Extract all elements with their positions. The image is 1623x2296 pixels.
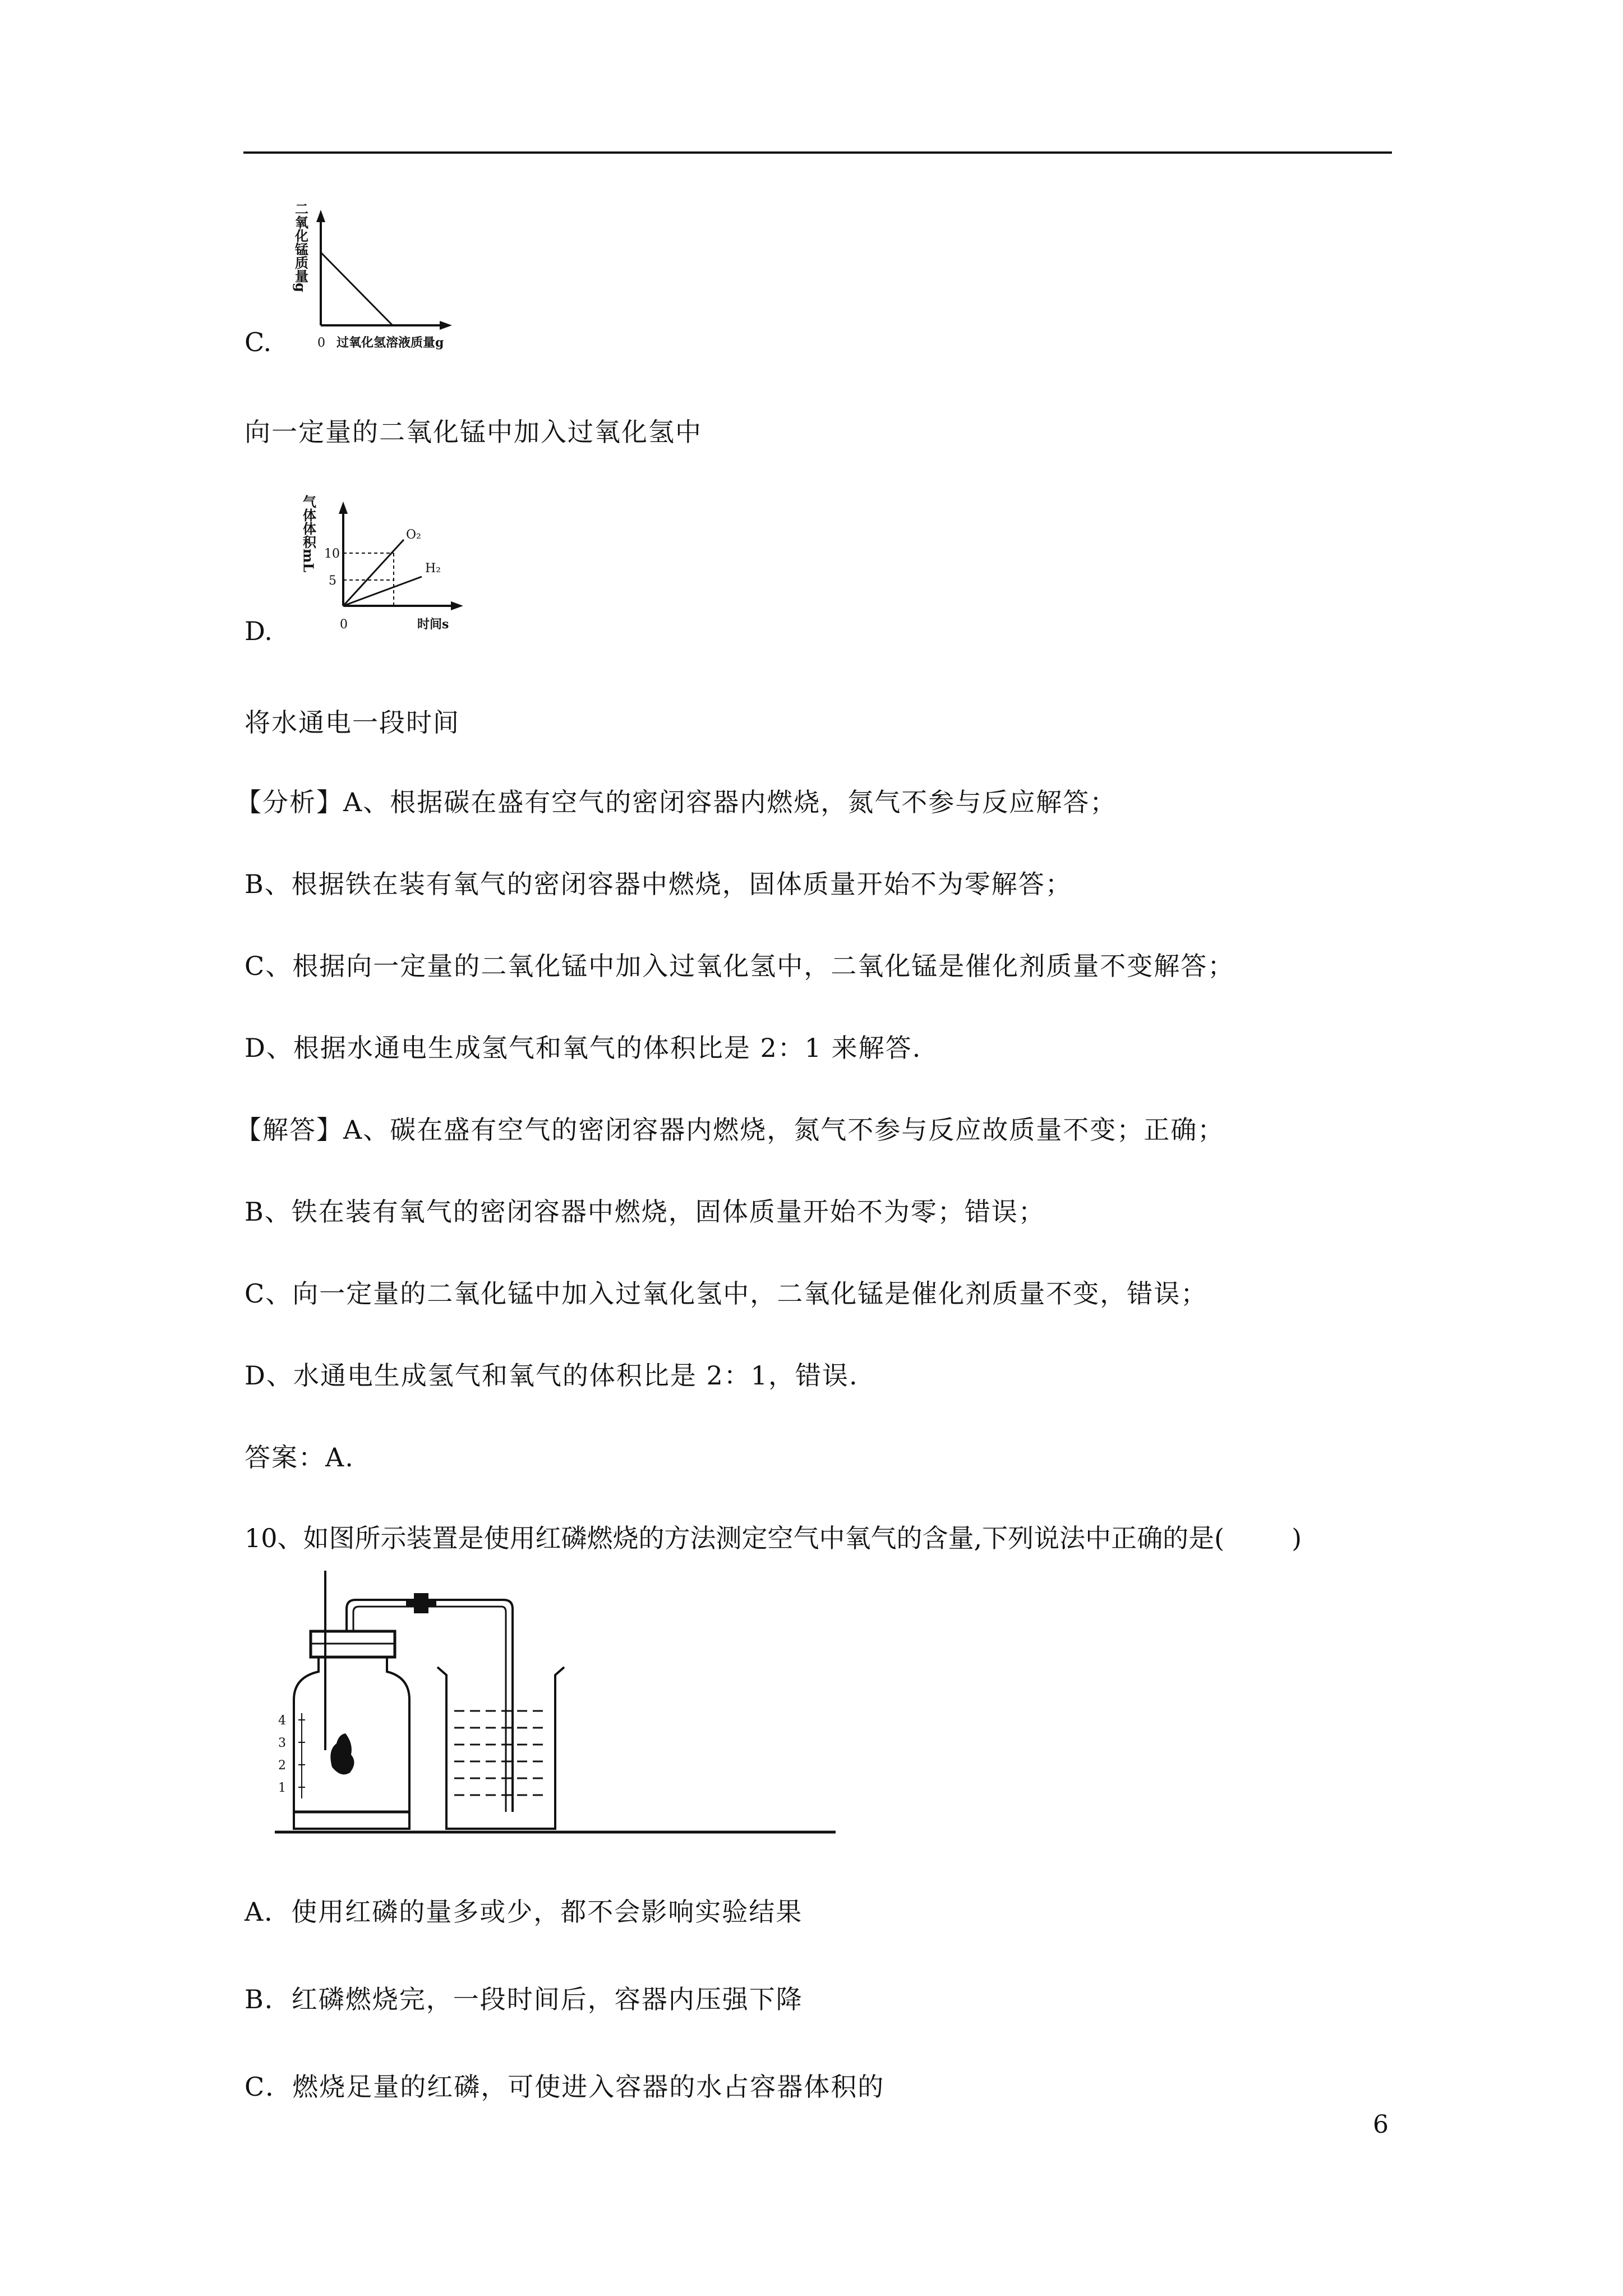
option-c-ylabel: 二氧化锰质量g bbox=[292, 202, 309, 292]
option-d-ytick-10: 10 bbox=[324, 547, 340, 561]
beaker bbox=[437, 1667, 564, 1829]
option-c-xlabel: 过氧化氢溶液质量g bbox=[336, 335, 444, 350]
option-c-origin: 0 bbox=[317, 336, 325, 350]
question-10-stem bbox=[245, 1521, 1302, 1555]
clamp-handle bbox=[406, 1600, 436, 1607]
option-c-line bbox=[321, 252, 393, 325]
option-d-yaxis-arrow bbox=[339, 501, 348, 514]
scale-label-3: 3 bbox=[278, 1736, 286, 1750]
apparatus-figure bbox=[269, 1565, 841, 1857]
question-10-option-c: C．燃烧足量的红磷，可使进入容器的水占容器体积的 bbox=[245, 2072, 885, 2102]
option-d-ytick-5: 5 bbox=[329, 574, 336, 588]
option-d-series-o2-line bbox=[343, 540, 404, 606]
analysis-line: D、根据水通电生成氢气和氧气的体积比是 2：1 来解答. bbox=[245, 1033, 922, 1063]
analysis-line: B、根据铁在装有氧气的密闭容器中燃烧，固体质量开始不为零解答； bbox=[245, 869, 1072, 899]
option-d-graph bbox=[292, 494, 505, 645]
option-d-series-h2-label: H₂ bbox=[425, 562, 441, 576]
analysis-line: 【分析】A、根据碳在盛有空气的密闭容器内燃烧，氮气不参与反应解答； bbox=[236, 787, 1117, 817]
option-d-series-h2-line bbox=[343, 577, 422, 606]
red-phosphorus-flame bbox=[330, 1733, 354, 1774]
solution-line: 【解答】A、碳在盛有空气的密闭容器内燃烧，氮气不参与反应故质量不变；正确； bbox=[236, 1115, 1225, 1145]
scale-label-1: 1 bbox=[278, 1781, 286, 1795]
option-c-caption: 向一定量的二氧化锰中加入过氧化氢中 bbox=[245, 417, 702, 447]
bottle-scale bbox=[298, 1713, 305, 1798]
answer: 答案：A. bbox=[245, 1442, 354, 1473]
option-d-caption: 将水通电一段时间 bbox=[245, 707, 460, 738]
solution-line: B、铁在装有氧气的密闭容器中燃烧，固体质量开始不为零；错误； bbox=[245, 1197, 1045, 1227]
option-c-graph bbox=[280, 202, 494, 359]
option-d-xaxis-arrow bbox=[451, 601, 463, 610]
gas-bottle bbox=[294, 1657, 409, 1829]
scale-label-4: 4 bbox=[278, 1714, 286, 1728]
solution-line: C、向一定量的二氧化锰中加入过氧化氢中，二氧化锰是催化剂质量不变，错误； bbox=[245, 1278, 1208, 1309]
option-c-yaxis-arrow bbox=[316, 210, 325, 222]
question-10-option-b: B．红磷燃烧完，一段时间后，容器内压强下降 bbox=[245, 1984, 803, 2014]
option-d-label: D. bbox=[245, 616, 273, 646]
option-d-xlabel: 时间s bbox=[417, 617, 449, 632]
option-c-label: C. bbox=[245, 327, 272, 357]
header-rule bbox=[243, 151, 1392, 154]
solution-line: D、水通电生成氢气和氧气的体积比是 2：1，错误. bbox=[245, 1360, 859, 1391]
analysis-line: C、根据向一定量的二氧化锰中加入过氧化氢中，二氧化锰是催化剂质量不变解答； bbox=[245, 951, 1235, 981]
question-10-option-a: A．使用红磷的量多或少，都不会影响实验结果 bbox=[245, 1897, 803, 1927]
page-number: 6 bbox=[1373, 2110, 1389, 2139]
option-d-origin: 0 bbox=[340, 618, 348, 632]
option-c-xaxis-arrow bbox=[440, 321, 452, 330]
question-10-stem-text: 10、如图所示装置是使用红磷燃烧的方法测定空气中氧气的含量,下列说法中正确的是( bbox=[245, 1523, 1225, 1553]
option-d-ylabel: 气体体积mL bbox=[300, 495, 317, 573]
option-d-series-o2-label: O₂ bbox=[406, 528, 421, 542]
question-10-stem-close: ) bbox=[1292, 1523, 1302, 1553]
beaker-water bbox=[454, 1711, 547, 1795]
scale-label-2: 2 bbox=[278, 1759, 286, 1773]
